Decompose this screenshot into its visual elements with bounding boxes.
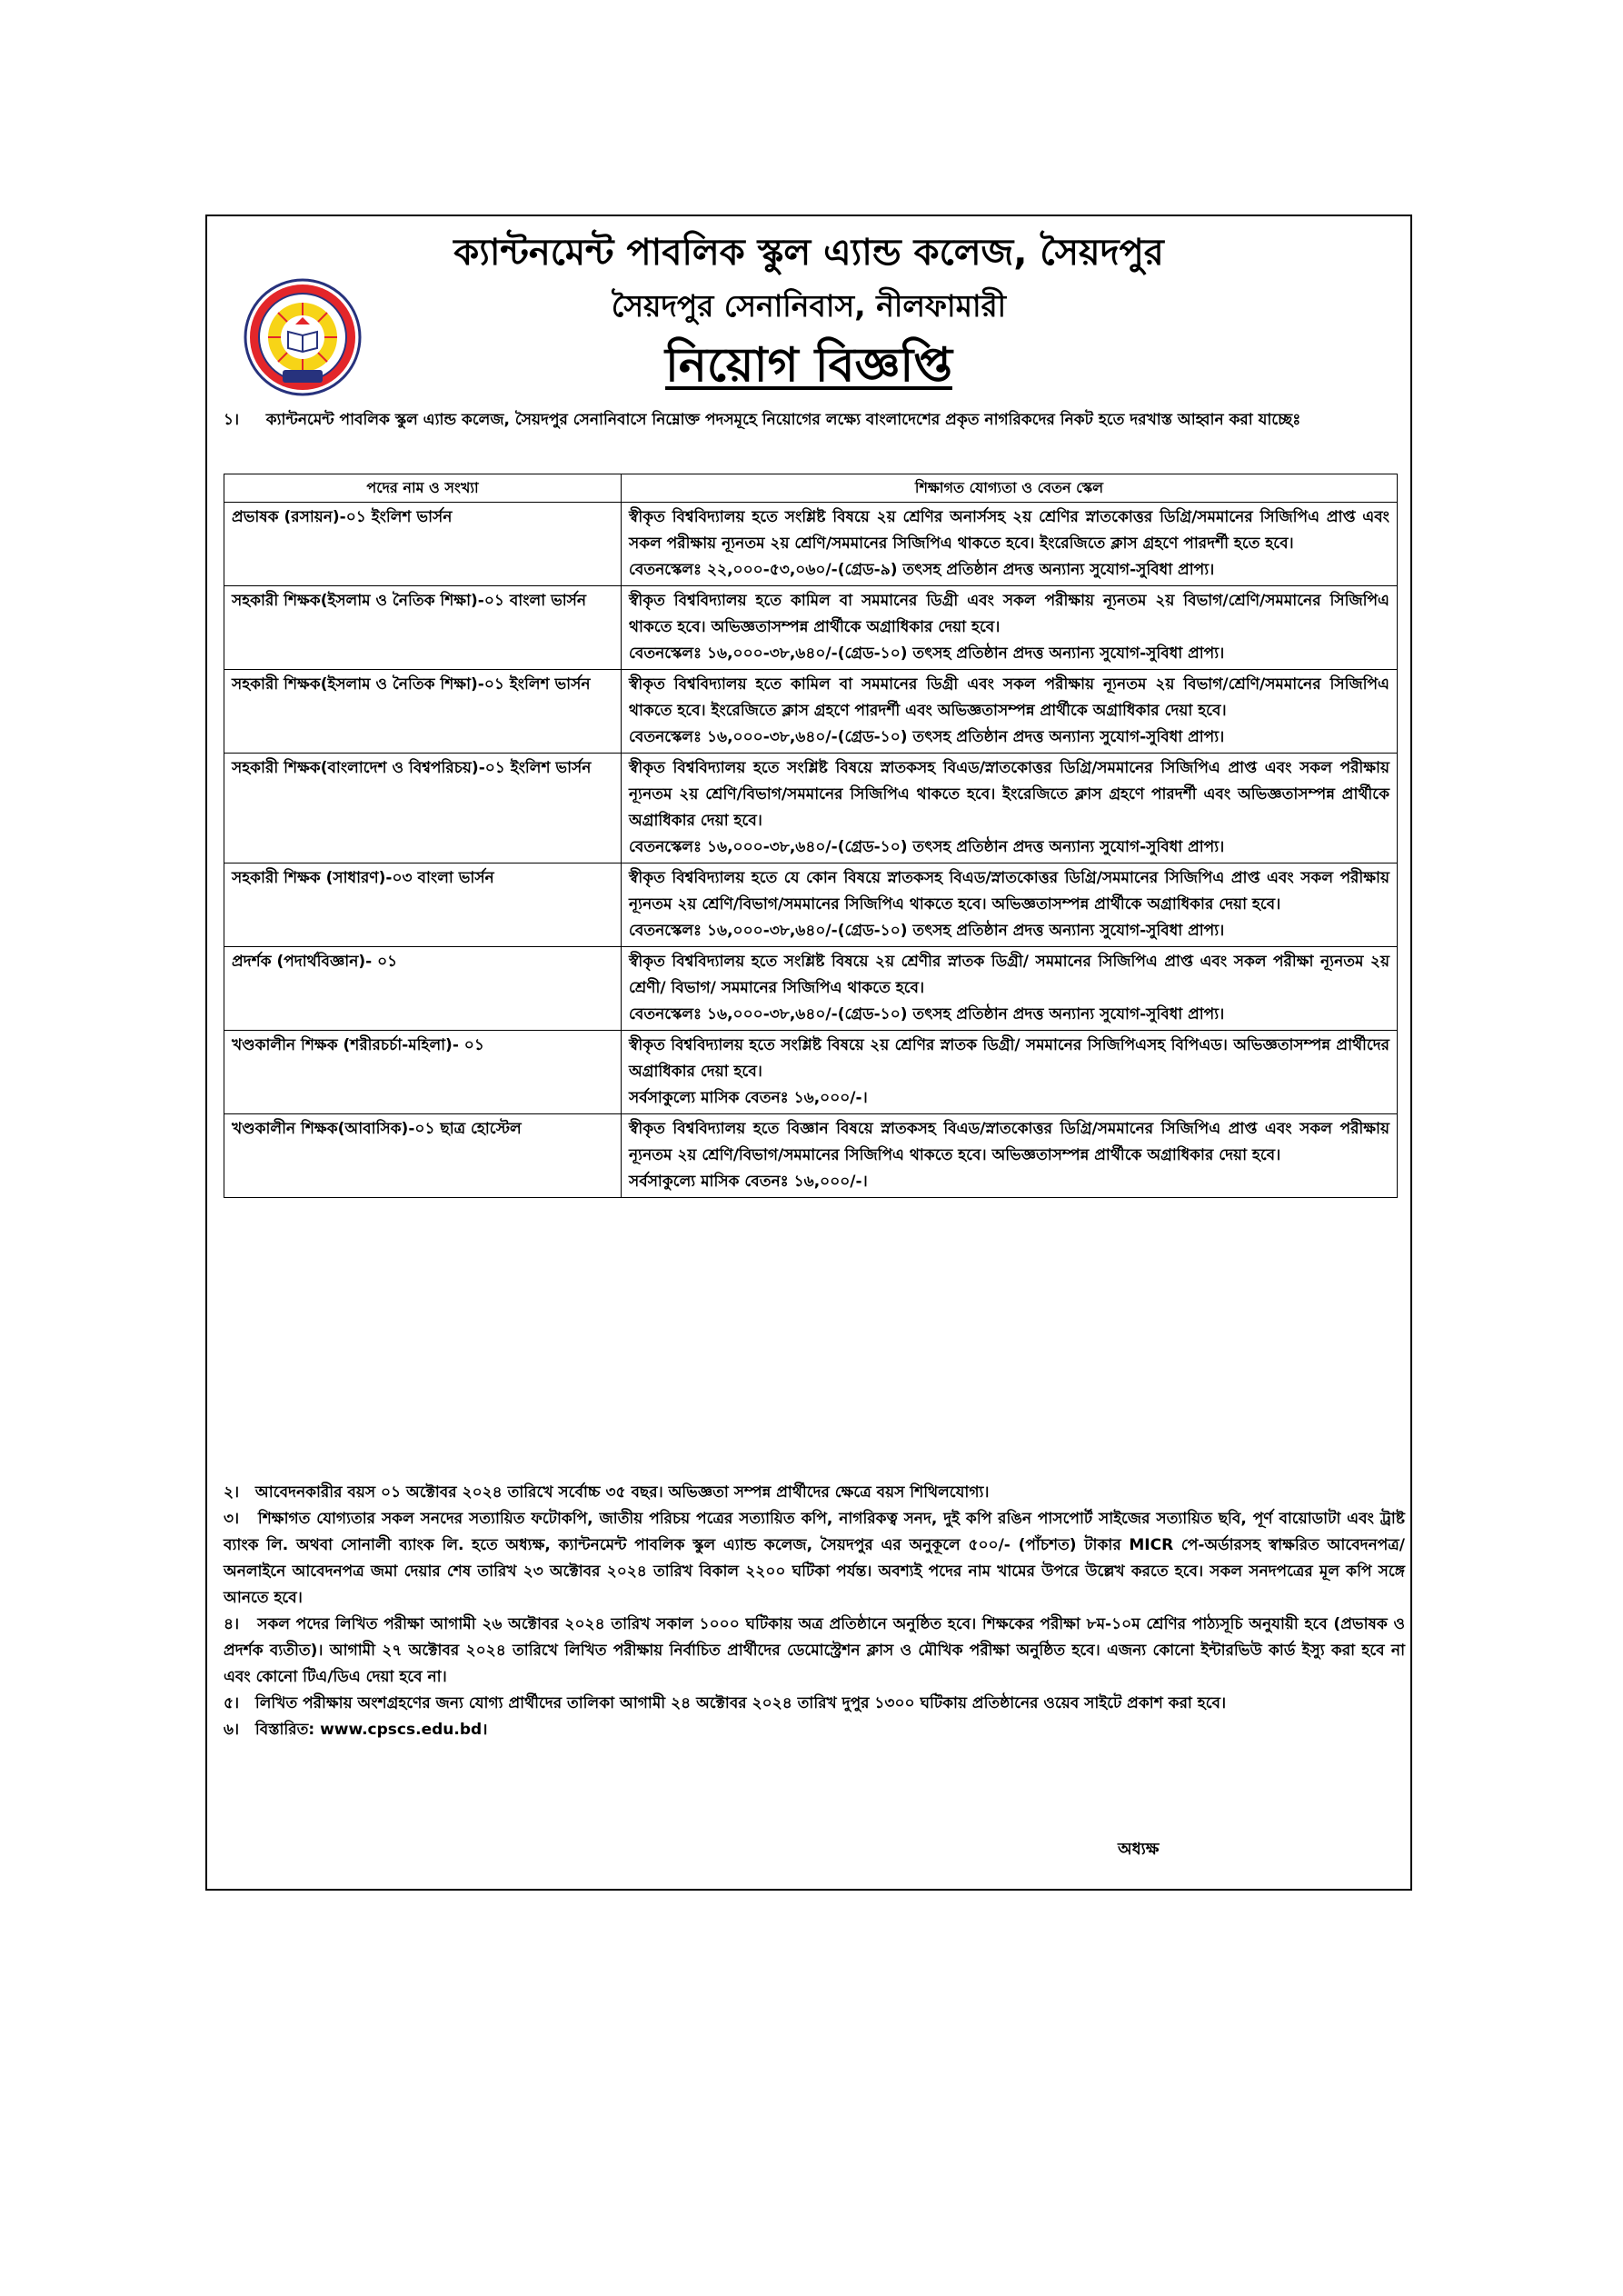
- note-number: ৩।: [224, 1510, 240, 1528]
- intro-paragraph: [224, 407, 1405, 434]
- post-name: খণ্ডকালীন শিক্ষক (শরীরচর্চা-মহিলা)- ০১: [224, 1031, 622, 1114]
- post-name: সহকারী শিক্ষক(ইসলাম ও নৈতিক শিক্ষা)-০১ বাংলা ভার্সন: [224, 586, 622, 670]
- post-name: সহকারী শিক্ষক (সাধারণ)-০৩ বাংলা ভার্সন: [224, 863, 622, 947]
- table-row: [224, 670, 1398, 754]
- vacancy-table: [224, 474, 1398, 1198]
- post-name: প্রদর্শক (পদার্থবিজ্ঞান)- ০১: [224, 947, 622, 1031]
- signature-principal: অধ্যক্ষ: [1118, 1840, 1160, 1859]
- institution-location: সৈয়দপুর সেনানিবাস, নীলফামারী: [611, 288, 1007, 324]
- salary-text: বেতনস্কেলঃ ২২,০০০-৫৩,০৬০/-(গ্রেড-৯) তৎসহ প্রতিষ্ঠান প্রদত্ত অন্যান্য সুযোগ-সুবিধা প্রাপ্য।: [629, 561, 1215, 579]
- post-name: সহকারী শিক্ষক(ইসলাম ও নৈতিক শিক্ষা)-০১ ইংলিশ ভার্সন: [224, 670, 622, 754]
- note-text: সকল পদের লিখিত পরীক্ষা আগামী ২৬ অক্টোবর ২০২৪ তারিখ সকাল ১০০০ ঘটিকায় অত্র প্রতিষ্ঠানে অনুষ্ঠিত হবে। শিক্ষকের পরীক্ষা ৮ম-১০ম শ্রেণির পাঠ্যসূচি অনুযায়ী হবে (প্রভাষক ও প্রদর্শক ব্যতীত)। আগামী ২৭ অক্টোবর ২০২৪ তারিখে লিখিত পরীক্ষায় নির্বাচিত প্রার্থীদের ডেমোস্ট্রেশন ক্লাস ও মৌখিক পরীক্ষা অনুষ্ঠিত হবে। এজন্য কোনো ইন্টারভিউ কার্ড ইস্যু করা হবে না এবং কোনো টিএ/ডিএ দেয়া হবে না।: [224, 1615, 1405, 1686]
- note-number: ৫।: [224, 1694, 240, 1712]
- notice-title: নিয়োগ বিজ্ঞপ্তি: [665, 338, 952, 393]
- note-text: আবেদনকারীর বয়স ০১ অক্টোবর ২০২৪ তারিখে সর্বোচ্চ ৩৫ বছর। অভিজ্ঞতা সম্পন্ন প্রার্থীদের ক্ষেত্রে বয়স শিথিলযোগ্য।: [254, 1483, 990, 1502]
- institution-name: ক্যান্টনমেন্ট পাবলিক স্কুল এ্যান্ড কলেজ, সৈয়দপুর: [453, 232, 1164, 274]
- note-shortlist: [224, 1691, 1405, 1717]
- qualification-text: স্বীকৃত বিশ্ববিদ্যালয় হতে সংশ্লিষ্ট বিষয়ে ২য় শ্রেণির অনার্সসহ ২য় শ্রেণির স্নাতকোত্তর ডিগ্রি/সমমানের সিজিপিএ প্রাপ্ত এবং সকল পরীক্ষায় ন্যূনতম ২য় শ্রেণি/সমমানের সিজিপিএ থাকতে হবে। ইংরেজিতে ক্লাস গ্রহণে পারদর্শী হতে হবে।: [629, 508, 1389, 553]
- qualification-cell: [622, 1114, 1398, 1198]
- note-documents: [224, 1506, 1405, 1612]
- salary-text: সর্বসাকুল্যে মাসিক বেতনঃ ১৬,০০০/-।: [629, 1173, 868, 1191]
- table-row: [224, 947, 1398, 1031]
- post-name: খণ্ডকালীন শিক্ষক(আবাসিক)-০১ ছাত্র হোস্টেল: [224, 1114, 622, 1198]
- note-number: ৬।: [224, 1721, 240, 1739]
- note-text: লিখিত পরীক্ষায় অংশগ্রহণের জন্য যোগ্য প্রার্থীদের তালিকা আগামী ২৪ অক্টোবর ২০২৪ তারিখ দুপুর ১৩০০ ঘটিকায় প্রতিষ্ঠানের ওয়েব সাইটে প্রকাশ করা হবে।: [254, 1694, 1227, 1712]
- salary-text: বেতনস্কেলঃ ১৬,০০০-৩৮,৬৪০/-(গ্রেড-১০) তৎসহ প্রতিষ্ঠান প্রদত্ত অন্যান্য সুযোগ-সুবিধা প্রাপ্য।: [629, 1005, 1225, 1023]
- table-header-row: [224, 474, 1398, 503]
- post-name: সহকারী শিক্ষক(বাংলাদেশ ও বিশ্বপরিচয়)-০১ ইংলিশ ভার্সন: [224, 754, 622, 863]
- qualification-cell: [622, 863, 1398, 947]
- salary-text: বেতনস্কেলঃ ১৬,০০০-৩৮,৬৪০/-(গ্রেড-১০) তৎসহ প্রতিষ্ঠান প্রদত্ত অন্যান্য সুযোগ-সুবিধা প্রাপ্য।: [629, 838, 1225, 856]
- header-qualification: শিক্ষাগত যোগ্যতা ও বেতন স্কেল: [622, 474, 1398, 503]
- header-post: পদের নাম ও সংখ্যা: [224, 474, 622, 503]
- table-row: [224, 586, 1398, 670]
- note-text: শিক্ষাগত যোগ্যতার সকল সনদের সত্যায়িত ফটোকপি, জাতীয় পরিচয় পত্রের সত্যায়িত কপি, নাগরিকত্ব সনদ, দুই কপি রঙিন পাসপোর্ট সাইজের সত্যায়িত ছবি, পূর্ণ বায়োডাটা এবং ট্রাষ্ট ব্যাংক লি. অথবা সোনালী ব্যাংক লি. হতে অধ্যক্ষ, ক্যান্টনমেন্ট পাবলিক স্কুল এ্যান্ড কলেজ, সৈয়দপুর এর অনুকূলে ৫০০/- (পাঁচশত) টাকার MICR পে-অর্ডারসহ স্বাক্ষরিত আবেদনপত্র/ অনলাইনে আবেদনপত্র জমা দেয়ার শেষ তারিখ ২৩ অক্টোবর ২০২৪ তারিখ বিকাল ২২০০ ঘটিকা পর্যন্ত। অবশ্যই পদের নাম খামের উপরে উল্লেখ করতে হবে। সকল সনদপত্রের মূল কপি সঙ্গে আনতে হবে।: [224, 1510, 1405, 1607]
- note-text: বিস্তারিত: www.cpscs.edu.bd।: [254, 1721, 488, 1739]
- notes-section: [224, 1480, 1405, 1743]
- post-name: প্রভাষক (রসায়ন)-০১ ইংলিশ ভার্সন: [224, 503, 622, 586]
- note-number: ২।: [224, 1483, 240, 1502]
- qualification-cell: [622, 754, 1398, 863]
- note-details: [224, 1717, 1405, 1743]
- qualification-cell: [622, 670, 1398, 754]
- qualification-cell: [622, 503, 1398, 586]
- table-row: [224, 1114, 1398, 1198]
- qualification-cell: [622, 586, 1398, 670]
- note-exam: [224, 1612, 1405, 1691]
- salary-text: বেতনস্কেলঃ ১৬,০০০-৩৮,৬৪০/-(গ্রেড-১০) তৎসহ প্রতিষ্ঠান প্রদত্ত অন্যান্য সুযোগ-সুবিধা প্রাপ্য।: [629, 922, 1225, 940]
- qualification-text: স্বীকৃত বিশ্ববিদ্যালয় হতে সংশ্লিষ্ট বিষয়ে স্নাতকসহ বিএড/স্নাতকোত্তর ডিগ্রি/সমমানের সিজিপিএ প্রাপ্ত এবং সকল পরীক্ষায় ন্যূনতম ২য় শ্রেণি/বিভাগ/সমমানের সিজিপিএ থাকতে হবে। ইংরেজিতে ক্লাস গ্রহণে পারদর্শী এবং অভিজ্ঞতাসম্পন্ন প্রার্থীকে অগ্রাধিকার দেয়া হবে।: [629, 759, 1389, 830]
- salary-text: সর্বসাকুল্যে মাসিক বেতনঃ ১৬,০০০/-।: [629, 1089, 868, 1107]
- table-row: [224, 863, 1398, 947]
- table-row: [224, 754, 1398, 863]
- qualification-text: স্বীকৃত বিশ্ববিদ্যালয় হতে কামিল বা সমমানের ডিগ্রী এবং সকল পরীক্ষায় ন্যূনতম ২য় বিভাগ/শ্রেণি/সমমানের সিজিপিএ থাকতে হবে। ইংরেজিতে ক্লাস গ্রহণে পারদর্শী এবং অভিজ্ঞতাসম্পন্ন প্রার্থীকে অগ্রাধিকার দেয়া হবে।: [629, 675, 1389, 720]
- qualification-cell: [622, 1031, 1398, 1114]
- qualification-cell: [622, 947, 1398, 1031]
- qualification-text: স্বীকৃত বিশ্ববিদ্যালয় হতে কামিল বা সমমানের ডিগ্রী এবং সকল পরীক্ষায় ন্যূনতম ২য় বিভাগ/শ্রেণি/সমমানের সিজিপিএ থাকতে হবে। অভিজ্ঞতাসম্পন্ন প্রার্থীকে অগ্রাধিকার দেয়া হবে।: [629, 592, 1389, 636]
- note-number: ৪।: [224, 1615, 240, 1633]
- table-row: [224, 503, 1398, 586]
- qualification-text: স্বীকৃত বিশ্ববিদ্যালয় হতে সংশ্লিষ্ট বিষয়ে ২য় শ্রেণির স্নাতক ডিগ্রী/ সমমানের সিজিপিএসহ বিপিএড। অভিজ্ঞতাসম্পন্ন প্রার্থীদের অগ্রাধিকার দেয়া হবে।: [629, 1036, 1389, 1081]
- qualification-text: স্বীকৃত বিশ্ববিদ্যালয় হতে বিজ্ঞান বিষয়ে স্নাতকসহ বিএড/স্নাতকোত্তর ডিগ্রি/সমমানের সিজিপিএ প্রাপ্ত এবং সকল পরীক্ষায় ন্যূনতম ২য় শ্রেণি/বিভাগ/সমমানের সিজিপিএ থাকতে হবে। অভিজ্ঞতাসম্পন্ন প্রার্থীকে অগ্রাধিকার দেয়া হবে।: [629, 1120, 1389, 1164]
- salary-text: বেতনস্কেলঃ ১৬,০০০-৩৮,৬৪০/-(গ্রেড-১০) তৎসহ প্রতিষ্ঠান প্রদত্ত অন্যান্য সুযোগ-সুবিধা প্রাপ্য।: [629, 644, 1225, 663]
- intro-text: ক্যান্টনমেন্ট পাবলিক স্কুল এ্যান্ড কলেজ, সৈয়দপুর সেনানিবাসে নিম্নোক্ত পদসমূহে নিয়োগের লক্ষ্যে বাংলাদেশের প্রকৃত নাগরিকদের নিকট হতে দরখাস্ত আহ্বান করা যাচ্ছেঃ: [265, 411, 1301, 429]
- qualification-text: স্বীকৃত বিশ্ববিদ্যালয় হতে সংশ্লিষ্ট বিষয়ে ২য় শ্রেণীর স্নাতক ডিগ্রী/ সমমানের সিজিপিএ প্রাপ্ত এবং সকল পরীক্ষা ন্যূনতম ২য় শ্রেণী/ বিভাগ/ সমমানের সিজিপিএ থাকতে হবে।: [629, 953, 1389, 997]
- intro-number: ১।: [224, 411, 240, 429]
- qualification-text: স্বীকৃত বিশ্ববিদ্যালয় হতে যে কোন বিষয়ে স্নাতকসহ বিএড/স্নাতকোত্তর ডিগ্রি/সমমানের সিজিপিএ প্রাপ্ত এবং সকল পরীক্ষায় ন্যূনতম ২য় শ্রেণি/বিভাগ/সমমানের সিজিপিএ থাকতে হবে। অভিজ্ঞতাসম্পন্ন প্রার্থীকে অগ্রাধিকার দেয়া হবে।: [629, 869, 1389, 913]
- table-row: [224, 1031, 1398, 1114]
- salary-text: বেতনস্কেলঃ ১৬,০০০-৩৮,৬৪০/-(গ্রেড-১০) তৎসহ প্রতিষ্ঠান প্রদত্ত অন্যান্য সুযোগ-সুবিধা প্রাপ্য।: [629, 728, 1225, 746]
- note-age: [224, 1480, 1405, 1506]
